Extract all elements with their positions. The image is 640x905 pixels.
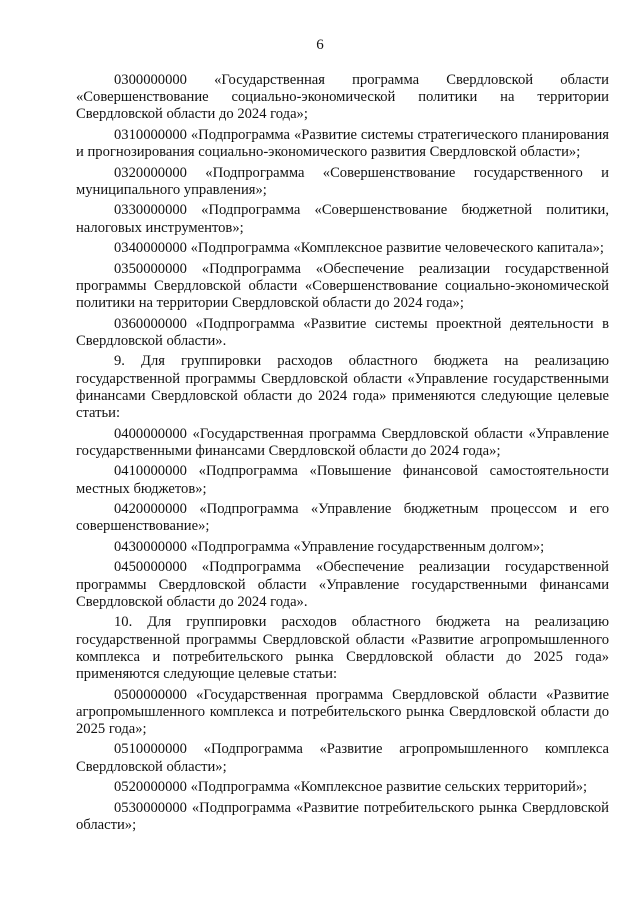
- paragraph-item-0360000000: 0360000000 «Подпрограмма «Развитие системы проектной деятельности в Свердловской области».: [76, 315, 609, 349]
- paragraph-item-0430000000: 0430000000 «Подпрограмма «Управление государственным долгом»;: [114, 538, 545, 555]
- paragraph-item-0340000000: 0340000000 «Подпрограмма «Комплексное развитие человеческого капитала»;: [114, 240, 604, 257]
- paragraph-item-0410000000: 0410000000 «Подпрограмма «Повышение финансовой самостоятельности местных бюджетов»;: [76, 463, 609, 497]
- paragraph-item-0350000000: 0350000000 «Подпрограмма «Обеспечение реализации государственной программы Свердловской области «Совершенствование социально-экономической политики на территории Свердловской области до 2024 года»;: [76, 260, 609, 312]
- paragraph-item-0530000000: 0530000000 «Подпрограмма «Развитие потребительского рынка Свердловской области»;: [76, 799, 609, 833]
- paragraph-item-0400000000: 0400000000 «Государственная программа Свердловской области «Управление государственными финансами Свердловской области до 2024 года»;: [76, 425, 609, 459]
- paragraph-item-0420000000: 0420000000 «Подпрограмма «Управление бюджетным процессом и его совершенствование»;: [76, 501, 609, 535]
- page-number: 6: [316, 37, 324, 53]
- paragraph-item-0320000000: 0320000000 «Подпрограмма «Совершенствование государственного и муниципального управления»;: [76, 164, 609, 198]
- numbered-paragraph-9: 9. Для группировки расходов областного бюджета на реализацию государственной программы Свердловской области «Управление государственными финансами Свердловской области до 2024 года» применяются следующие целевые статьи:: [76, 353, 609, 422]
- paragraph-item-0520000000: 0520000000 «Подпрограмма «Комплексное развитие сельских территорий»;: [114, 779, 588, 796]
- paragraph-item-0500000000: 0500000000 «Государственная программа Свердловской области «Развитие агропромышленного комплекса и потребительского рынка Свердловской области до 2025 года»;: [76, 686, 609, 737]
- paragraph-item-0510000000: 0510000000 «Подпрограмма «Развитие агропромышленного комплекса Свердловской области»;: [76, 741, 609, 775]
- document-body: [76, 72, 609, 834]
- paragraph-item-0310000000: 0310000000 «Подпрограмма «Развитие системы стратегического планирования и прогнозирования социально-экономического развития Свердловской области»;: [76, 126, 609, 161]
- numbered-paragraph-10: 10. Для группировки расходов областного бюджета на реализацию государственной программы Свердловской области «Развитие агропромышленного комплекса и потребительского рынка Свердловской области до 2025 года» применяются следующие целевые статьи:: [76, 614, 609, 682]
- paragraph-item-0330000000: 0330000000 «Подпрограмма «Совершенствование бюджетной политики, налоговых инструментов»;: [76, 202, 609, 236]
- paragraph-item-0300000000: 0300000000 «Государственная программа Свердловской области «Совершенствование социально-экономической политики на территории Свердловской области до 2024 года»;: [76, 72, 609, 123]
- paragraph-item-0450000000: 0450000000 «Подпрограмма «Обеспечение реализации государственной программы Свердловской области «Управление государственными финансами Свердловской области до 2024 года».: [76, 559, 609, 610]
